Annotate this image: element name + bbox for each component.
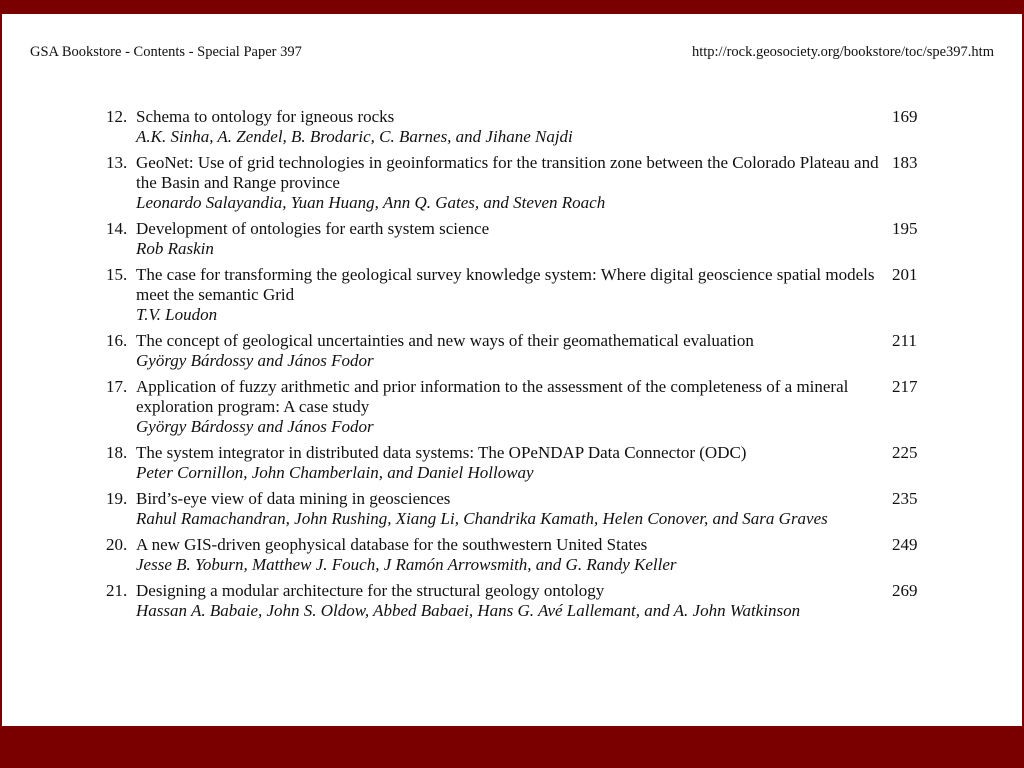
entry-authors: Leonardo Salayandia, Yuan Huang, Ann Q. Gates, and Steven Roach [136, 193, 606, 212]
toc-entry [106, 107, 926, 147]
entry-number: 20. [106, 535, 128, 554]
entry-body [136, 331, 882, 371]
header-url: http://rock.geosociety.org/bookstore/toc/spe397.htm [691, 44, 994, 60]
bottom-border-bar [0, 726, 1024, 768]
entry-title: Designing a modular architecture for the structural geology ontology [136, 581, 605, 600]
toc-entry [106, 377, 926, 437]
entry-body [136, 265, 882, 325]
entry-page: 211 [892, 331, 917, 350]
entry-number: 18. [106, 443, 128, 462]
entry-authors: A.K. Sinha, A. Zendel, B. Brodaric, C. Barnes, and Jihane Najdi [136, 127, 573, 146]
entry-title: The concept of geological uncertainties and new ways of their geomathematical evaluation [136, 331, 754, 350]
entry-number: 12. [106, 107, 128, 126]
header-title: GSA Bookstore - Contents - Special Paper 397 [30, 44, 302, 60]
entry-authors: T.V. Loudon [136, 305, 218, 324]
entry-authors: Hassan A. Babaie, John S. Oldow, Abbed Babaei, Hans G. Avé Lallemant, and A. John Watkinson [136, 601, 801, 620]
entry-authors: György Bárdossy and János Fodor [136, 351, 374, 370]
entry-authors: Jesse B. Yoburn, Matthew J. Fouch, J Ramón Arrowsmith, and G. Randy Keller [136, 555, 677, 574]
entry-authors: György Bárdossy and János Fodor [136, 417, 374, 436]
entry-page: 201 [892, 265, 918, 284]
toc-entry [106, 219, 926, 259]
table-of-contents [106, 107, 926, 627]
entry-body [136, 219, 882, 259]
toc-entry [106, 581, 926, 621]
page-header [30, 44, 994, 61]
entry-number: 19. [106, 489, 128, 508]
entry-authors: Rob Raskin [136, 239, 214, 258]
toc-entry [106, 153, 926, 213]
entry-body [136, 489, 882, 529]
entry-title: Schema to ontology for igneous rocks [136, 107, 395, 126]
entry-body [136, 581, 882, 621]
toc-entry [106, 443, 926, 483]
entry-page: 269 [892, 581, 918, 600]
entry-body [136, 535, 882, 575]
entry-number: 16. [106, 331, 128, 350]
entry-page: 169 [892, 107, 918, 126]
entry-page: 217 [892, 377, 918, 396]
entry-page: 249 [892, 535, 918, 554]
entry-body [136, 443, 882, 483]
entry-title: Application of fuzzy arithmetic and prior information to the assessment of the completeness of a mineral exploration program: A case study [136, 377, 849, 416]
entry-number: 17. [106, 377, 128, 396]
entry-title: Development of ontologies for earth system science [136, 219, 490, 238]
toc-entry [106, 535, 926, 575]
entry-title: A new GIS-driven geophysical database for the southwestern United States [136, 535, 648, 554]
entry-body [136, 377, 882, 437]
entry-page: 225 [892, 443, 918, 462]
top-border-bar [0, 0, 1024, 14]
document-page [2, 14, 1022, 726]
entry-authors: Peter Cornillon, John Chamberlain, and Daniel Holloway [136, 463, 534, 482]
entry-title: GeoNet: Use of grid technologies in geoinformatics for the transition zone between the Colorado Plateau and the Basin and Range province [136, 153, 879, 192]
entry-title: Bird’s-eye view of data mining in geosciences [136, 489, 451, 508]
entry-title: The system integrator in distributed data systems: The OPeNDAP Data Connector (ODC) [136, 443, 747, 462]
entry-page: 183 [892, 153, 918, 172]
entry-number: 15. [106, 265, 128, 284]
entry-authors: Rahul Ramachandran, John Rushing, Xiang Li, Chandrika Kamath, Helen Conover, and Sara Graves [136, 509, 828, 528]
entry-body [136, 107, 882, 147]
entry-title: The case for transforming the geological survey knowledge system: Where digital geoscience spatial models meet the semantic Grid [136, 265, 875, 304]
entry-page: 195 [892, 219, 918, 238]
entry-number: 21. [106, 581, 128, 600]
toc-entry [106, 331, 926, 371]
entry-number: 13. [106, 153, 128, 172]
toc-entry [106, 265, 926, 325]
entry-body [136, 153, 882, 213]
entry-number: 14. [106, 219, 128, 238]
entry-page: 235 [892, 489, 918, 508]
toc-entry [106, 489, 926, 529]
